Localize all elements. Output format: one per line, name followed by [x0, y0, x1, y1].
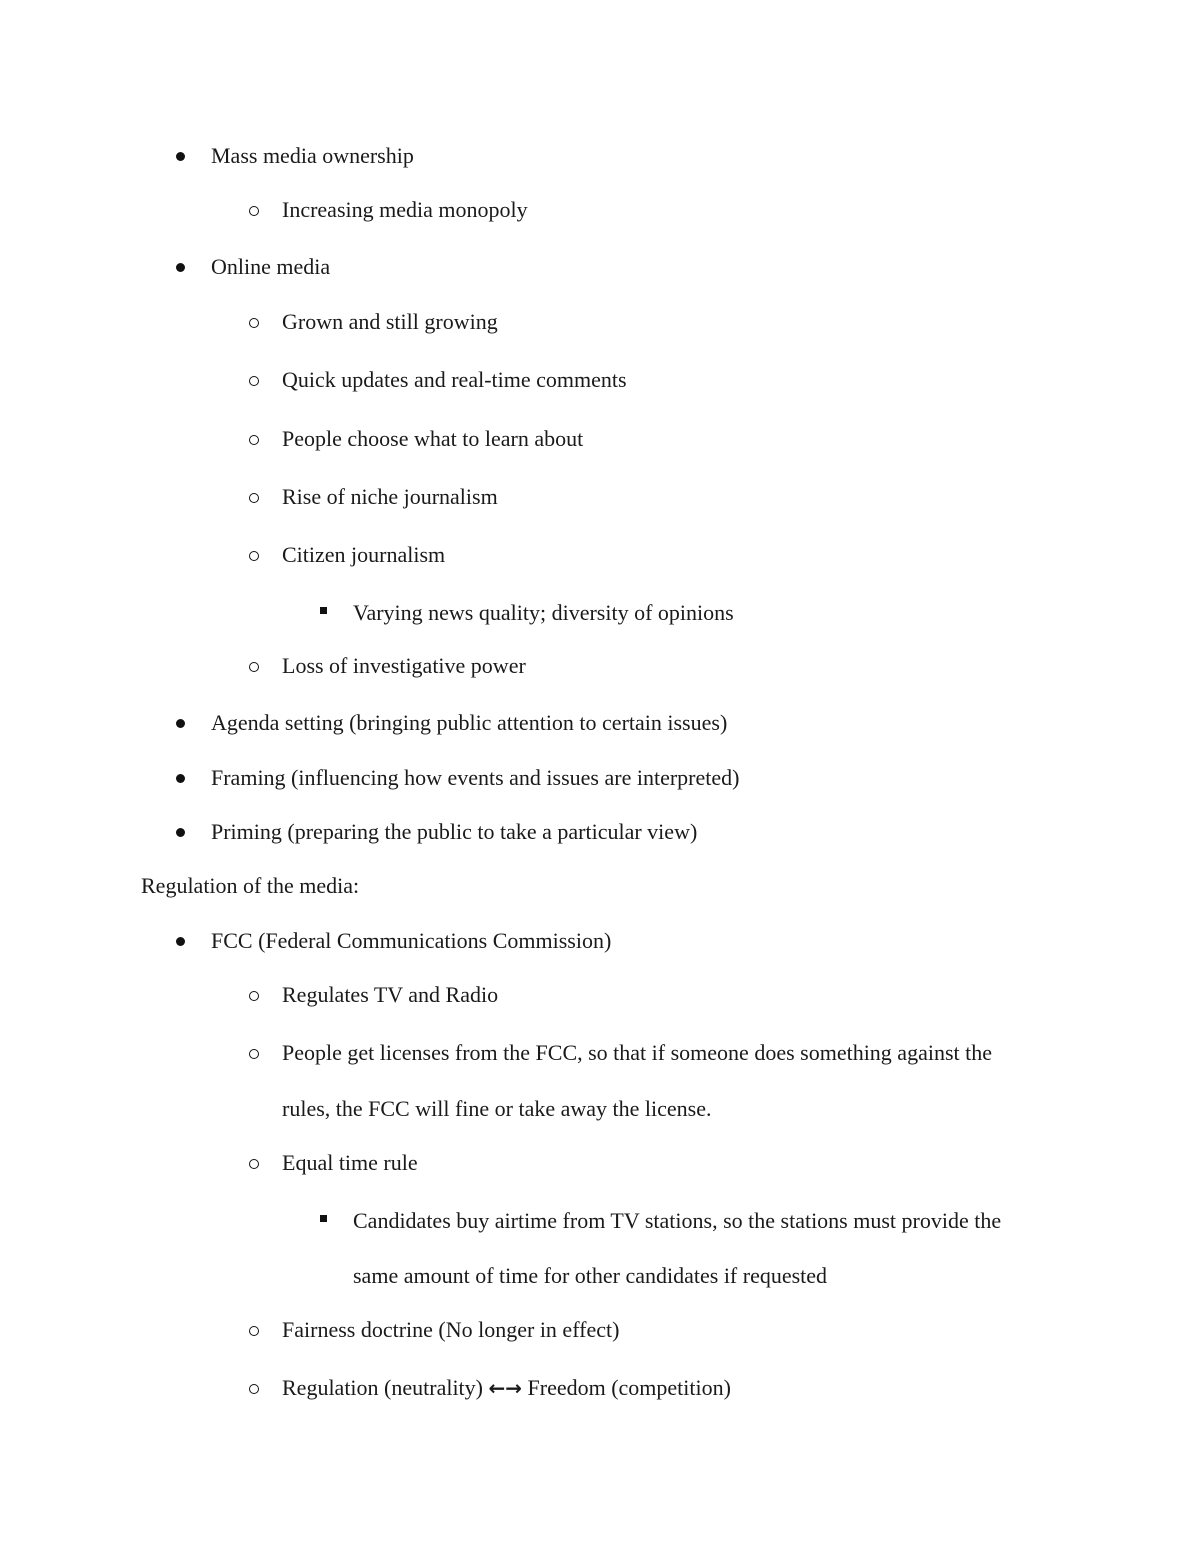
list-item: Regulates TV and Radio — [282, 982, 499, 1007]
circle-bullet-icon — [249, 318, 259, 328]
list-item: Candidates buy airtime from TV stations, so the stations must provide the — [353, 1208, 1002, 1233]
list-item: Priming (preparing the public to take a particular view) — [211, 819, 698, 844]
list-item: Loss of investigative power — [282, 653, 526, 678]
bullet-icon — [176, 152, 185, 161]
list-item: Rise of niche journalism — [282, 484, 498, 509]
circle-bullet-icon — [249, 991, 259, 1001]
bullet-icon — [176, 719, 185, 728]
list-item: Citizen journalism — [282, 542, 446, 567]
double-arrow-icon: ←→ — [488, 1376, 523, 1400]
regulation-left-text: Regulation (neutrality) — [282, 1375, 483, 1400]
list-item: Quick updates and real-time comments — [282, 367, 627, 392]
list-item: Framing (influencing how events and issues are interpreted) — [211, 765, 740, 790]
list-item: People choose what to learn about — [282, 426, 584, 451]
list-item: People get licenses from the FCC, so that if someone does something against the — [282, 1040, 992, 1065]
circle-bullet-icon — [249, 1159, 259, 1169]
list-item: Grown and still growing — [282, 309, 498, 334]
bullet-icon — [176, 263, 185, 272]
regulation-right-text: Freedom (competition) — [527, 1375, 731, 1400]
list-item: FCC (Federal Communications Commission) — [211, 928, 612, 953]
list-item — [282, 1374, 731, 1402]
circle-bullet-icon — [249, 493, 259, 503]
circle-bullet-icon — [249, 662, 259, 672]
list-item: Equal time rule — [282, 1150, 418, 1175]
bullet-icon — [176, 774, 185, 783]
circle-bullet-icon — [249, 435, 259, 445]
circle-bullet-icon — [249, 1326, 259, 1336]
square-bullet-icon — [320, 607, 327, 614]
circle-bullet-icon — [249, 206, 259, 216]
list-item-continuation: same amount of time for other candidates if requested — [353, 1263, 828, 1288]
list-item: Fairness doctrine (No longer in effect) — [282, 1317, 620, 1342]
circle-bullet-icon — [249, 1384, 259, 1394]
circle-bullet-icon — [249, 551, 259, 561]
circle-bullet-icon — [249, 376, 259, 386]
square-bullet-icon — [320, 1215, 327, 1222]
list-item: Online media — [211, 254, 331, 279]
list-item: Agenda setting (bringing public attention to certain issues) — [211, 710, 728, 735]
list-item: Mass media ownership — [211, 143, 414, 168]
circle-bullet-icon — [249, 1049, 259, 1059]
list-item: Increasing media monopoly — [282, 197, 528, 222]
bullet-icon — [176, 937, 185, 946]
bullet-icon — [176, 828, 185, 837]
list-item-continuation: rules, the FCC will fine or take away the license. — [282, 1096, 712, 1121]
section-heading: Regulation of the media: — [141, 873, 360, 898]
list-item: Varying news quality; diversity of opinions — [353, 600, 734, 625]
